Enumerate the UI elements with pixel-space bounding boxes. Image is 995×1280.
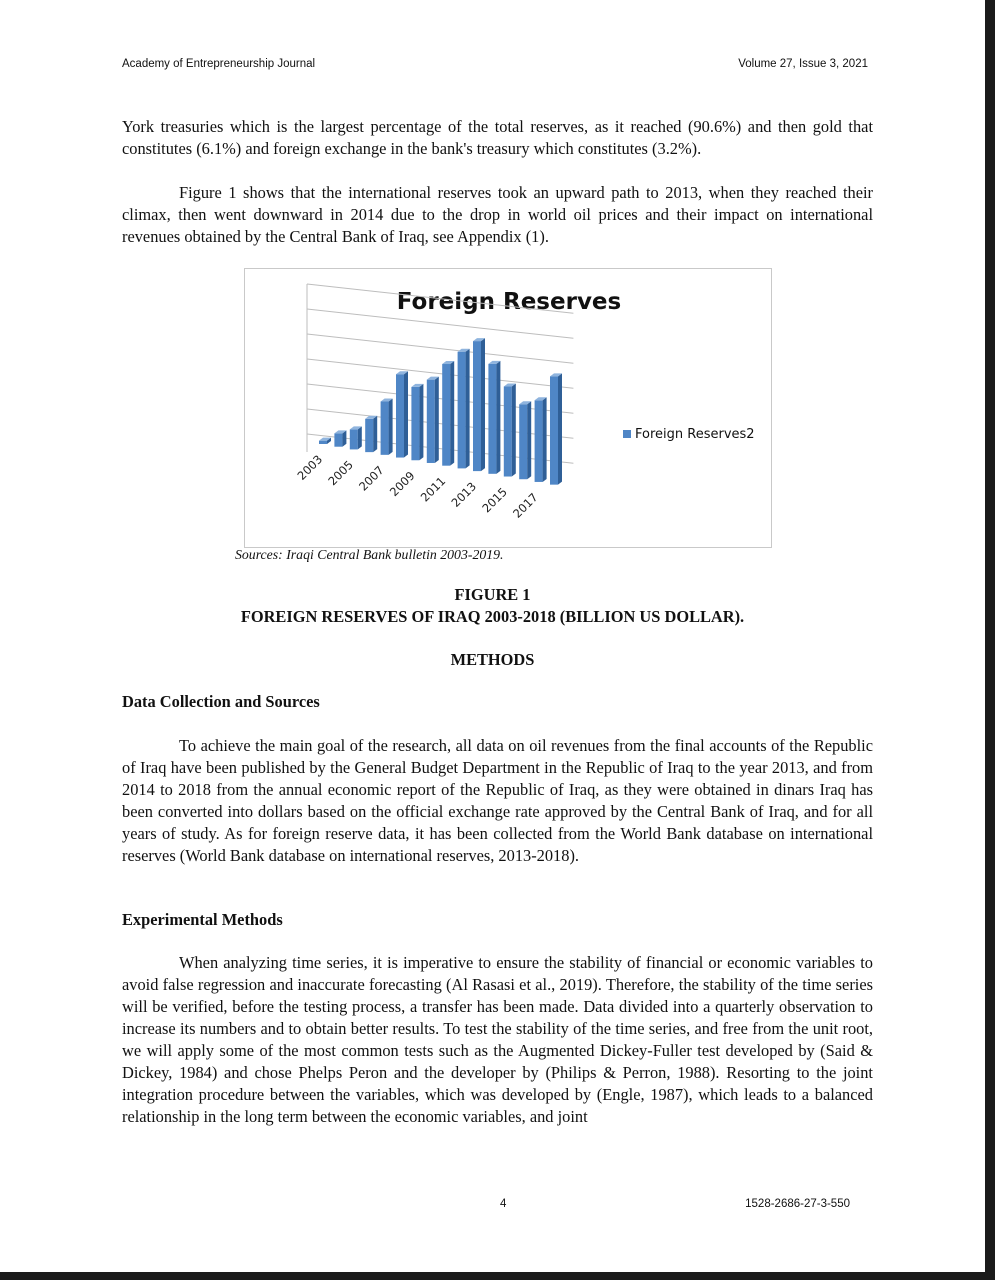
chart-bars [319,338,562,485]
x-tick-label: 2011 [417,473,449,505]
bar-front [458,352,466,469]
figure-label: FIGURE 1 [454,585,531,604]
paragraph-experimental-methods: When analyzing time series, it is imperative to ensure the stability of financial or economic variables to avoid false regression and inaccurate forecasting (Al Rasasi et al., 2019). Therefore, the stability of the time series will be verified, before the testing process, a transfer has been made. Data divided into a quarterly observation to increase its numbers and to obtain better results. To test the stability of the time series, and free from the unit root, we will apply some of the most common tests such as the Augmented Dickey-Fuller test developed by (Said & Dickey, 1984) and chose Phelps Peron and the developer by (Philips & Perron, 1988). Resorting to the joint integration procedure between the variables, which was developed by (Engle, 1987), which leads to a balanced relationship in the long term between the economic variables, and joint [122,953,873,1126]
bar-side [404,371,408,457]
figure-caption: FOREIGN RESERVES OF IRAQ 2003-2018 (BILLION US DOLLAR). [240,607,745,626]
subheading-experimental-methods: Experimental Methods [122,910,283,929]
bar-side [373,416,377,452]
chart-canvas [245,269,771,547]
bar-side [358,426,362,449]
bar-2009 [411,384,423,460]
x-tick-label: 2005 [325,457,356,489]
bar-front [319,441,327,444]
bar-side [466,349,470,469]
bar-side [481,338,485,471]
bar-2010 [427,377,439,463]
x-tick-label: 2013 [448,479,480,510]
bar-2008 [396,371,408,457]
bar-front [473,341,481,471]
paragraph-data-collection: To achieve the main goal of the research, all data on oil revenues from the final accounts of the Republic of Iraq have been published by the General Budget Department in the Republic of Iraq to the year 2013, and from 2014 to 2018 from the annual economic report of the Republic of Iraq, as they were obtained in dinars Iraq has been converted into dollars based on the official exchange rate approved by the Central Bank of Iraq, and for all years of study. As for foreign reserve data, it has been collected from the World Bank database on international reserves (World Bank database on international reserves, 2013-2018). [122,736,873,865]
section-heading-methods: METHODS [450,650,535,669]
chart-gridline [307,359,573,388]
chart-x-ticks [295,452,541,521]
bar-front [442,364,450,466]
bar-2018 [550,373,562,484]
subheading-data-collection: Data Collection and Sources [122,692,320,711]
bar-2004 [334,430,346,446]
bar-front [519,404,527,479]
bar-2012 [458,349,470,469]
bar-side [450,361,454,466]
bar-front [381,402,389,455]
x-tick-label: 2017 [510,490,541,521]
bar-2014 [488,361,500,474]
bar-2017 [535,397,547,482]
bar-side [543,397,547,482]
bar-front [334,433,342,446]
x-tick-label: 2009 [386,468,418,500]
bar-front [535,400,543,482]
chart-gridline [307,334,573,363]
x-tick-label: 2015 [479,484,510,516]
legend-swatch [623,430,631,438]
bar-2015 [504,384,516,477]
paragraph-figure-description: Figure 1 shows that the international reserves took an upward path to 2013, when they reached their climax, then went downward in 2014 due to the drop in world oil prices and their impact on international revenues obtained by the Central Bank of Iraq, see Appendix (1). [122,183,873,246]
bar-2007 [381,399,393,455]
bar-front [427,380,435,463]
bar-front [411,387,419,460]
bar-2005 [350,426,362,449]
bar-side [512,384,516,477]
figure-source: Sources: Iraqi Central Bank bulletin 2003-2019. [235,547,504,562]
journal-name: Academy of Entrepreneurship Journal [122,58,316,70]
bar-2013 [473,338,485,471]
bar-2003 [319,438,331,444]
bar-front [365,419,373,452]
chart-gridline [307,409,573,438]
foreign-reserves-chart [244,268,772,548]
chart-gridline [307,384,573,413]
bar-front [550,376,558,484]
x-tick-label: 2007 [356,463,387,494]
bar-2016 [519,401,531,479]
volume-issue: Volume 27, Issue 3, 2021 [738,58,868,70]
bar-2006 [365,416,377,452]
bar-side [558,373,562,484]
bar-side [389,399,393,455]
page-number: 4 [500,1198,507,1210]
article-id: 1528-2686-27-3-550 [745,1198,850,1210]
bar-side [527,401,531,479]
bar-front [488,364,496,474]
bar-side [496,361,500,474]
paragraph-reserves-composition: York treasuries which is the largest percentage of the total reserves, as it reached (90.6%) and then gold that constitutes (6.1%) and foreign exchange in the bank's treasury which constitutes (3.2%). [122,117,873,158]
x-tick-label: 2003 [294,452,326,483]
bar-side [435,377,439,463]
bar-2011 [442,361,454,466]
bar-front [350,429,358,449]
bar-side [419,384,423,460]
bar-front [504,387,512,477]
legend-label: Foreign Reserves2 [635,427,755,442]
bar-front [396,374,404,457]
chart-title: Foreign Reserves [396,289,622,315]
